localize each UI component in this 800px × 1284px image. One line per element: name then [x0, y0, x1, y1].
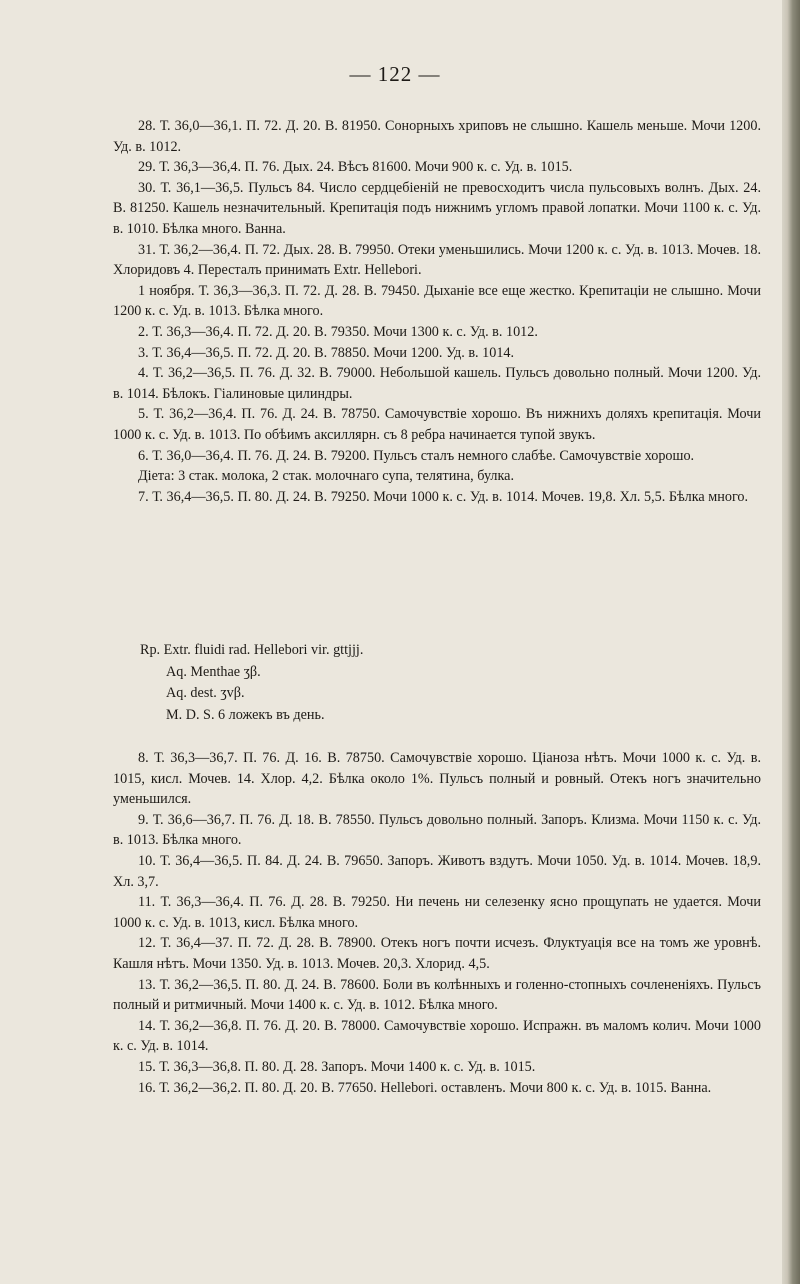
journal-entry: 10. Т. 36,4—36,5. П. 84. Д. 24. В. 79650. Запоръ. Животъ вздутъ. Мочи 1050. Уд. в. 1014. Мочев. 18,9. Хл. 3,7. — [113, 852, 761, 890]
journal-entry: 15. Т. 36,3—36,8. П. 80. Д. 28. Запоръ. Мочи 1400 к. с. Уд. в. 1015. — [138, 1058, 536, 1075]
journal-entry: 1 ноября. Т. 36,3—36,3. П. 72. Д. 28. В. 79450. Дыханіе все еще жестко. Крепитаціи не слышно. Мочи 1200 к. с. Уд. в. 1013. Бѣлка много. — [113, 282, 761, 320]
journal-entry: 8. Т. 36,3—36,7. П. 76. Д. 16. В. 78750. Самочувствіе хорошо. Ціаноза нѣтъ. Мочи 1000 к. с. Уд. в. 1015, кисл. Мочев. 14. Хлор. 4,2. Бѣлка около 1%. Пульсъ полный и ровный. Отекъ ногъ значительно уменьшился. — [113, 750, 761, 808]
journal-entry: 31. Т. 36,2—36,4. П. 72. Дых. 28. В. 79950. Отеки уменьшились. Мочи 1200 к. с. Уд. в. 1013. Мочев. 18. Хлоридовъ 4. Пересталъ принимать Extr. Helleborі. — [113, 241, 761, 279]
journal-entry: 12. Т. 36,4—37. П. 72. Д. 28. В. 78900. Отекъ ногъ почти исчезъ. Флуктуація все на томъ же уровнѣ. Кашля нѣтъ. Мочи 1350. Уд. в. 1013. Мочев. 20,3. Хлорид. 4,5. — [113, 935, 761, 972]
journal-entry: 2. Т. 36,3—36,4. П. 72. Д. 20. В. 79350. Мочи 1300 к. с. Уд. в. 1012. — [138, 323, 538, 340]
journal-entry: 13. Т. 36,2—36,5. П. 80. Д. 24. В. 78600. Боли въ колѣнныхъ и голенно-стопныхъ сочлененіяхъ. Пульсъ полный и ритмичный. Мочи 1400 к. с. Уд. в. 1012. Бѣлка много. — [113, 976, 761, 1014]
journal-entry: 3. Т. 36,4—36,5. П. 72. Д. 20. В. 78850. Мочи 1200. Уд. в. 1014. — [138, 344, 515, 361]
journal-entry: 29. Т. 36,3—36,4. П. 76. Дых. 24. Вѣсъ 81600. Мочи 900 к. с. Уд. в. 1015. — [138, 159, 573, 176]
journal-entry: 7. Т. 36,4—36,5. П. 80. Д. 24. В. 79250. Мочи 1000 к. с. Уд. в. 1014. Мочев. 19,8. Хл. 5,5. Бѣлка много. — [138, 488, 749, 505]
journal-entry: 4. Т. 36,2—36,5. П. 76. Д. 32. В. 79000. Небольшой кашель. Пульсъ довольно полный. Мочи 1200. Уд. в. 1014. Бѣлокъ. Гіалиновые цилиндры. — [113, 365, 761, 402]
prescription-line: Rp. Extr. fluidi rad. Hellebori vir. gttjjj. — [140, 642, 364, 658]
journal-entry: 9. Т. 36,6—36,7. П. 76. Д. 18. В. 78550. Пульсъ довольно полный. Запоръ. Клизма. Мочи 1150 к. с. Уд. в. 1013. Бѣлка много. — [113, 811, 761, 849]
diet-entry: Діета: 3 стак. молока, 2 стак. молочнаго супа, телятина, булка. — [138, 468, 515, 485]
prescription — [113, 640, 761, 726]
page-number: — 122 — — [349, 62, 441, 86]
journal-entry: 28. Т. 36,0—36,1. П. 72. Д. 20. В. 81950. Сонорныхъ хриповъ не слышно. Кашель меньше. Мочи 1200. Уд. в. 1012. — [113, 118, 761, 155]
journal-entry: 6. Т. 36,0—36,4. П. 76. Д. 24. В. 79200. Пульсъ сталъ немного слабѣе. Самочувствіе хорошо. — [138, 447, 695, 464]
journal-entry: 5. Т. 36,2—36,4. П. 76. Д. 24. В. 78750. Самочувствіе хорошо. Въ нижнихъ доляхъ крепитація. Мочи 1000 к. с. Уд. в. 1013. По обѣимъ аксиллярн. съ 8 ребра начинается тупой звукъ. — [113, 406, 761, 443]
entries-after-recipe — [113, 748, 761, 1098]
journal-entry: 11. Т. 36,3—36,4. П. 76. Д. 28. В. 79250. Ни печень ни селезенку ясно прощупать не удается. Мочи 1000 к. с. Уд. в. 1013, кисл. Бѣлка много. — [113, 894, 761, 931]
prescription-line: Aq. dest. ʒvβ. — [166, 685, 245, 701]
journal-entry: 14. Т. 36,2—36,8. П. 76. Д. 20. В. 78000. Самочувствіе хорошо. Испражн. въ маломъ колич. Мочи 1000 к. с. Уд. в. 1014. — [113, 1017, 761, 1055]
prescription-line: Aq. Menthae ʒβ. — [166, 663, 261, 680]
entries-before-recipe — [113, 116, 761, 507]
journal-entry: 30. Т. 36,1—36,5. Пульсъ 84. Число сердцебіеній не превосходитъ числа пульсовыхъ волнъ. Дых. 24. В. 81250. Кашель незначительный. Крепитація подъ нижнимъ угломъ правой лопатки. Мочи 1100 к. с. Уд. в. 1010. Бѣлка много. Ванна. — [113, 179, 761, 237]
page-edge — [782, 0, 800, 1284]
journal-entry: 16. Т. 36,2—36,2. П. 80. Д. 20. В. 77650. Helleborі. оставленъ. Мочи 800 к. с. Уд. в. 1015. Ванна. — [138, 1079, 712, 1096]
prescription-line: M. D. S. 6 ложекъ въ день. — [166, 706, 325, 723]
